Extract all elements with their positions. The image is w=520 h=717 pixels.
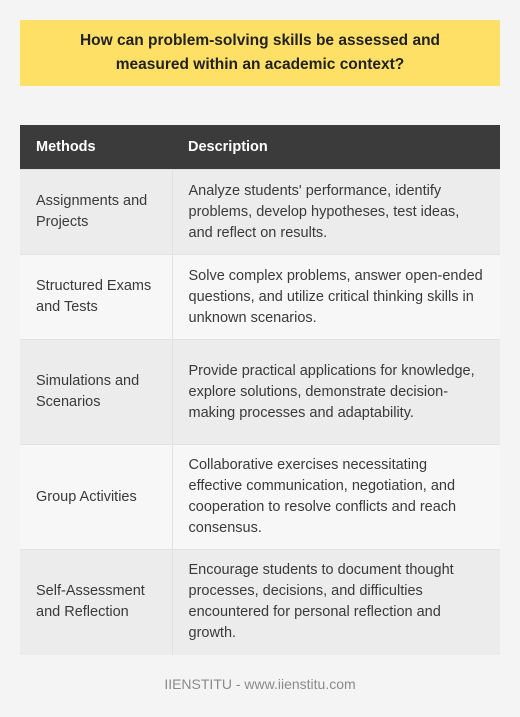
description-cell: Encourage students to document thought processes, decisions, and difficulties encountered for personal reflection and growth. (172, 550, 500, 655)
description-cell: Analyze students' performance, identify problems, develop hypotheses, test ideas, and reflect on results. (172, 170, 500, 255)
method-cell: Group Activities (20, 445, 172, 550)
table-row (20, 170, 500, 255)
footer-credit: IIENSTITU - www.iienstitu.com (164, 676, 356, 692)
description-cell: Collaborative exercises necessitating effective communication, negotiation, and cooperation to resolve conflicts and reach consensus. (172, 445, 500, 550)
description-cell: Provide practical applications for knowledge, explore solutions, demonstrate decision-making processes and adaptability. (172, 340, 500, 445)
method-cell: Assignments and Projects (20, 170, 172, 255)
table-row (20, 445, 500, 550)
methods-table (20, 125, 500, 655)
column-header-methods: Methods (20, 125, 172, 170)
method-cell: Self-Assessment and Reflection (20, 550, 172, 655)
table-row (20, 255, 500, 340)
table-row (20, 550, 500, 655)
method-cell: Structured Exams and Tests (20, 255, 172, 340)
description-cell: Solve complex problems, answer open-ended questions, and utilize critical thinking skills in unknown scenarios. (172, 255, 500, 340)
table-row (20, 340, 500, 445)
page-title: How can problem-solving skills be assessed and measured within an academic context? (79, 32, 441, 73)
table-header-row (20, 125, 500, 170)
method-cell: Simulations and Scenarios (20, 340, 172, 445)
title-banner (20, 20, 500, 86)
column-header-description: Description (172, 125, 500, 170)
